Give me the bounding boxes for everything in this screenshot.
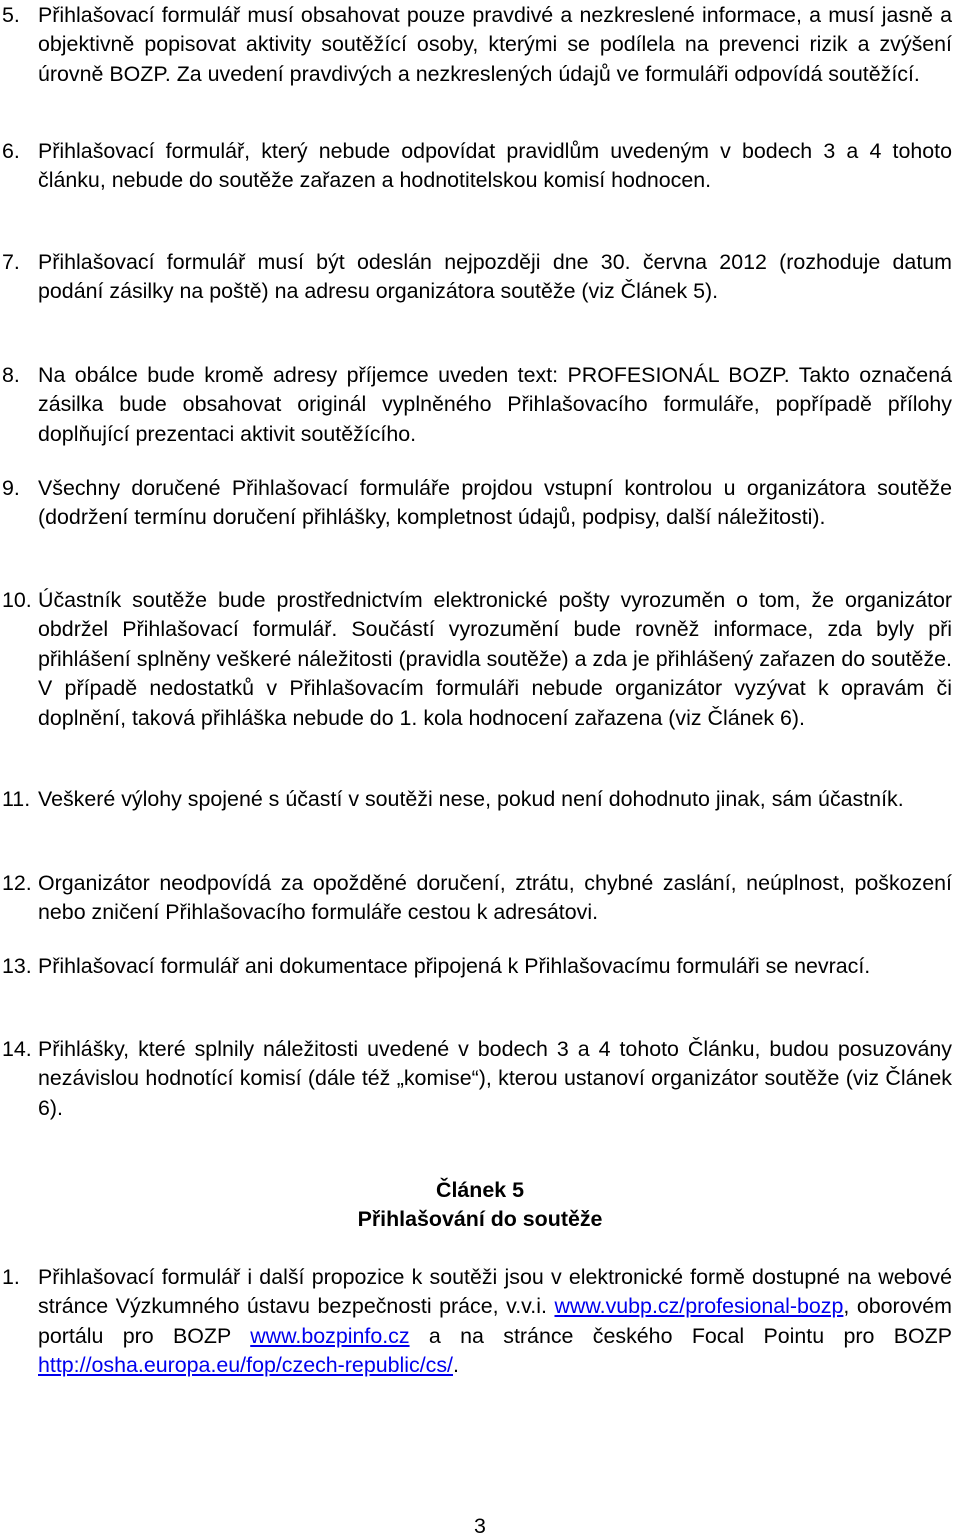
list-item <box>2 1263 952 1381</box>
list-item <box>2 1 952 89</box>
link-bozpinfo[interactable]: www.bozpinfo.cz <box>250 1323 410 1348</box>
item-number: 8. <box>2 363 20 387</box>
article-heading <box>0 1176 960 1235</box>
item-number: 10. <box>2 588 32 612</box>
item-number: 12. <box>2 871 32 895</box>
link-vubp[interactable]: www.vubp.cz/profesional-bozp <box>554 1294 844 1319</box>
article-title: Článek 5 <box>436 1178 524 1202</box>
item-text: Přihlášky, které splnily náležitosti uvedené v bodech 3 a 4 tohoto Článku, budou posuzovány nezávislou hodnotící komisí (dále též „komise“), kterou ustanoví organizátor soutěže (viz Článek 6). <box>38 1037 952 1120</box>
article-subtitle: Přihlašování do soutěže <box>357 1207 603 1232</box>
page-number: 3 <box>474 1514 486 1538</box>
link-osha[interactable]: http://osha.europa.eu/fop/czech-republic/cs/ <box>38 1353 453 1378</box>
item-text-part: , oborovém portálu pro BOZP <box>38 1294 952 1348</box>
list-item <box>2 869 952 928</box>
list-item <box>2 1035 952 1123</box>
list-item <box>2 361 952 449</box>
item-number: 13. <box>2 954 32 978</box>
item-text: Přihlašovací formulář musí být odeslán nejpozději dne 30. června 2012 (rozhoduje datum podání zásilky na poště) na adresu organizátora soutěže (viz Článek 5). <box>38 250 952 304</box>
item-text: Všechny doručené Přihlašovací formuláře projdou vstupní kontrolou u organizátora soutěže (dodržení termínu doručení přihlášky, kompletnost údajů, podpisy, další náležitosti). <box>38 476 952 530</box>
item-number: 1. <box>2 1265 20 1289</box>
item-text-part: Přihlašovací formulář i další propozice k soutěži jsou v elektronické formě dostupné na webové stránce Výzkumného ústavu bezpečnosti práce, v.v.i. <box>38 1265 952 1319</box>
item-number: 14. <box>2 1037 32 1061</box>
item-number: 7. <box>2 250 20 274</box>
item-text: Na obálce bude kromě adresy příjemce uveden text: PROFESIONÁL BOZP. Takto označená zásilka bude obsahovat originál vyplněného Přihlašovacího formuláře, popřípadě přílohy doplňující prezentaci aktivit soutěžícího. <box>38 363 952 446</box>
item-number: 9. <box>2 476 20 500</box>
list-item <box>2 785 952 814</box>
list-item <box>2 474 952 533</box>
list-item <box>2 952 952 981</box>
item-text: Přihlašovací formulář ani dokumentace připojená k Přihlašovacímu formuláři se nevrací. <box>38 954 871 978</box>
item-text-part: . <box>453 1353 459 1378</box>
item-number: 11. <box>2 787 31 811</box>
item-number: 6. <box>2 139 20 163</box>
list-item <box>2 248 952 307</box>
item-text: Veškeré výlohy spojené s účastí v soutěži nese, pokud není dohodnuto jinak, sám účastník. <box>38 787 904 811</box>
item-text: Účastník soutěže bude prostřednictvím elektronické pošty vyrozuměn o tom, že organizátor obdržel Přihlašovací formulář. Součástí vyrozumění bude rovněž informace, zda byly při přihlášení splněny veškeré náležitosti (pravidla soutěže) a zda je přihlášený zařazen do soutěže. V případě nedostatků v Přihlašovacím formuláři nebude organizátor vyzývat k opravám či doplnění, taková přihláška nebude do 1. kola hodnocení zařazena (viz Článek 6). <box>38 588 952 730</box>
item-text: Přihlašovací formulář musí obsahovat pouze pravdivé a nezkreslené informace, a musí jasně a objektivně popisovat aktivity soutěžící osoby, kterými se podílela na prevenci rizik a zvýšení úrovně BOZP. Za uvedení pravdivých a nezkreslených údajů ve formuláři odpovídá soutěžící. <box>38 3 952 86</box>
item-text <box>38 1263 952 1381</box>
item-text: Organizátor neodpovídá za opožděné doručení, ztrátu, chybné zaslání, neúplnost, poškození nebo zničení Přihlašovacího formuláře cestou k adresátovi. <box>38 871 952 925</box>
item-text-part: a na stránce českého Focal Pointu pro BOZP <box>409 1323 952 1348</box>
item-number: 5. <box>2 3 20 27</box>
item-text: Přihlašovací formulář, který nebude odpovídat pravidlům uvedeným v bodech 3 a 4 tohoto článku, nebude do soutěže zařazen a hodnotitelskou komisí hodnocen. <box>38 139 952 193</box>
list-item <box>2 137 952 196</box>
list-item <box>2 586 952 733</box>
